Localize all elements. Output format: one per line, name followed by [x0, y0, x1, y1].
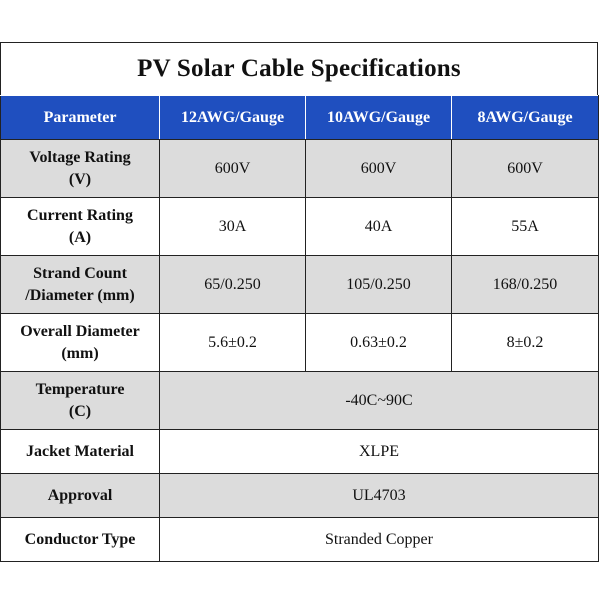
- table-row: [1, 430, 599, 474]
- table-row: [1, 256, 599, 314]
- param-line: Current Rating: [27, 206, 133, 224]
- table-row: [1, 518, 599, 562]
- spec-table: [0, 95, 599, 562]
- table-row: [1, 372, 599, 430]
- table-row: [1, 198, 599, 256]
- value-cell-merged: -40C~90C: [160, 372, 599, 430]
- value-cell: 40A: [306, 198, 452, 256]
- param-jacket-material: Jacket Material: [1, 430, 160, 474]
- table-row: [1, 140, 599, 198]
- spec-table-frame: [0, 42, 598, 556]
- value-cell: 65/0.250: [160, 256, 306, 314]
- param-unit: (C): [68, 402, 92, 420]
- param-approval: Approval: [1, 474, 160, 518]
- param-unit: /Diameter (mm): [25, 286, 135, 304]
- param-unit: (A): [68, 228, 92, 246]
- value-cell-merged: XLPE: [160, 430, 599, 474]
- param-strand-count: [1, 256, 160, 314]
- value-cell: 30A: [160, 198, 306, 256]
- value-cell: 168/0.250: [452, 256, 599, 314]
- param-overall-diameter: [1, 314, 160, 372]
- param-current-rating: [1, 198, 160, 256]
- param-line: Overall Diameter: [20, 322, 140, 340]
- header-10awg: 10AWG/Gauge: [306, 96, 452, 140]
- value-cell: 55A: [452, 198, 599, 256]
- value-cell: 600V: [160, 140, 306, 198]
- header-parameter: Parameter: [1, 96, 160, 140]
- value-cell-merged: Stranded Copper: [160, 518, 599, 562]
- value-cell: 5.6±0.2: [160, 314, 306, 372]
- value-cell-merged: UL4703: [160, 474, 599, 518]
- param-unit: (mm): [61, 344, 99, 362]
- param-temperature: [1, 372, 160, 430]
- table-title: PV Solar Cable Specifications: [137, 55, 461, 82]
- param-line: Voltage Rating: [29, 148, 131, 166]
- value-cell: 8±0.2: [452, 314, 599, 372]
- header-row: [1, 96, 599, 140]
- table-row: [1, 314, 599, 372]
- param-line: Strand Count: [33, 264, 127, 282]
- value-cell: 105/0.250: [306, 256, 452, 314]
- value-cell: 0.63±0.2: [306, 314, 452, 372]
- header-12awg: 12AWG/Gauge: [160, 96, 306, 140]
- param-voltage-rating: [1, 140, 160, 198]
- header-8awg: 8AWG/Gauge: [452, 96, 599, 140]
- param-line: Temperature: [35, 380, 125, 398]
- table-row: [1, 474, 599, 518]
- param-unit: (V): [68, 170, 92, 188]
- value-cell: 600V: [452, 140, 599, 198]
- param-conductor-type: Conductor Type: [1, 518, 160, 562]
- value-cell: 600V: [306, 140, 452, 198]
